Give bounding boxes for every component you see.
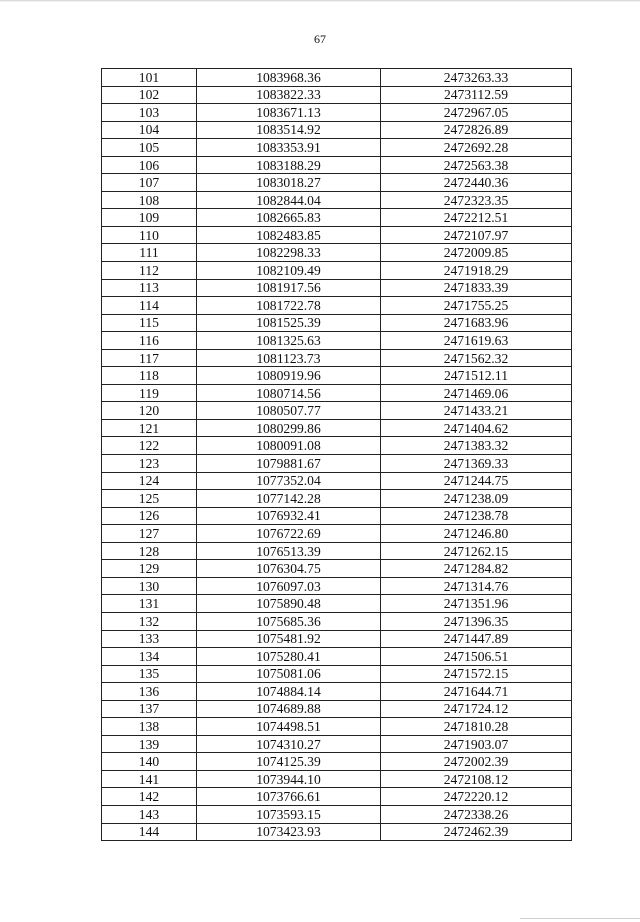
table-row xyxy=(102,507,572,525)
point-number-cell: 121 xyxy=(102,419,197,437)
table-row xyxy=(102,735,572,753)
y-coordinate-cell: 2472323.35 xyxy=(381,191,572,209)
point-number-cell: 118 xyxy=(102,367,197,385)
y-coordinate-cell: 2472108.12 xyxy=(381,770,572,788)
y-coordinate-cell: 2471238.09 xyxy=(381,490,572,508)
table-row xyxy=(102,630,572,648)
table-row xyxy=(102,648,572,666)
coordinates-table xyxy=(101,68,572,841)
page-number: 67 xyxy=(314,32,326,46)
x-coordinate-cell: 1075081.06 xyxy=(197,665,381,683)
y-coordinate-cell: 2471619.63 xyxy=(381,332,572,350)
y-coordinate-cell: 2471833.39 xyxy=(381,279,572,297)
table-row xyxy=(102,314,572,332)
y-coordinate-cell: 2471246.80 xyxy=(381,525,572,543)
x-coordinate-cell: 1075481.92 xyxy=(197,630,381,648)
table-row xyxy=(102,455,572,473)
table-row xyxy=(102,384,572,402)
scan-edge-top xyxy=(0,0,640,2)
point-number-cell: 108 xyxy=(102,191,197,209)
point-number-cell: 111 xyxy=(102,244,197,262)
point-number-cell: 128 xyxy=(102,542,197,560)
y-coordinate-cell: 2472563.38 xyxy=(381,156,572,174)
table-row xyxy=(102,191,572,209)
point-number-cell: 125 xyxy=(102,490,197,508)
point-number-cell: 124 xyxy=(102,472,197,490)
x-coordinate-cell: 1081123.73 xyxy=(197,349,381,367)
y-coordinate-cell: 2471369.33 xyxy=(381,455,572,473)
x-coordinate-cell: 1079881.67 xyxy=(197,455,381,473)
point-number-cell: 126 xyxy=(102,507,197,525)
point-number-cell: 104 xyxy=(102,121,197,139)
point-number-cell: 127 xyxy=(102,525,197,543)
x-coordinate-cell: 1080507.77 xyxy=(197,402,381,420)
point-number-cell: 109 xyxy=(102,209,197,227)
x-coordinate-cell: 1076722.69 xyxy=(197,525,381,543)
table-row xyxy=(102,349,572,367)
x-coordinate-cell: 1074689.88 xyxy=(197,700,381,718)
point-number-cell: 101 xyxy=(102,69,197,87)
table-row xyxy=(102,402,572,420)
y-coordinate-cell: 2471262.15 xyxy=(381,542,572,560)
x-coordinate-cell: 1074884.14 xyxy=(197,683,381,701)
table-row xyxy=(102,683,572,701)
y-coordinate-cell: 2472692.28 xyxy=(381,139,572,157)
point-number-cell: 138 xyxy=(102,718,197,736)
y-coordinate-cell: 2471284.82 xyxy=(381,560,572,578)
point-number-cell: 135 xyxy=(102,665,197,683)
table-row xyxy=(102,121,572,139)
y-coordinate-cell: 2471918.29 xyxy=(381,262,572,280)
y-coordinate-cell: 2471238.78 xyxy=(381,507,572,525)
point-number-cell: 123 xyxy=(102,455,197,473)
table-row xyxy=(102,595,572,613)
y-coordinate-cell: 2472462.39 xyxy=(381,823,572,841)
point-number-cell: 103 xyxy=(102,104,197,122)
y-coordinate-cell: 2472440.36 xyxy=(381,174,572,192)
x-coordinate-cell: 1080299.86 xyxy=(197,419,381,437)
x-coordinate-cell: 1081917.56 xyxy=(197,279,381,297)
x-coordinate-cell: 1082665.83 xyxy=(197,209,381,227)
x-coordinate-cell: 1077142.28 xyxy=(197,490,381,508)
x-coordinate-cell: 1083822.33 xyxy=(197,86,381,104)
x-coordinate-cell: 1073766.61 xyxy=(197,788,381,806)
point-number-cell: 114 xyxy=(102,297,197,315)
point-number-cell: 133 xyxy=(102,630,197,648)
y-coordinate-cell: 2471447.89 xyxy=(381,630,572,648)
table-row xyxy=(102,823,572,841)
x-coordinate-cell: 1083188.29 xyxy=(197,156,381,174)
x-coordinate-cell: 1083514.92 xyxy=(197,121,381,139)
table-row xyxy=(102,297,572,315)
point-number-cell: 142 xyxy=(102,788,197,806)
x-coordinate-cell: 1082844.04 xyxy=(197,191,381,209)
point-number-cell: 112 xyxy=(102,262,197,280)
point-number-cell: 137 xyxy=(102,700,197,718)
x-coordinate-cell: 1073423.93 xyxy=(197,823,381,841)
table-row xyxy=(102,700,572,718)
y-coordinate-cell: 2472220.12 xyxy=(381,788,572,806)
table-row xyxy=(102,490,572,508)
y-coordinate-cell: 2473112.59 xyxy=(381,86,572,104)
table-row xyxy=(102,753,572,771)
x-coordinate-cell: 1082109.49 xyxy=(197,262,381,280)
x-coordinate-cell: 1083353.91 xyxy=(197,139,381,157)
x-coordinate-cell: 1074125.39 xyxy=(197,753,381,771)
x-coordinate-cell: 1080919.96 xyxy=(197,367,381,385)
y-coordinate-cell: 2473263.33 xyxy=(381,69,572,87)
y-coordinate-cell: 2471351.96 xyxy=(381,595,572,613)
y-coordinate-cell: 2472002.39 xyxy=(381,753,572,771)
table-row xyxy=(102,770,572,788)
y-coordinate-cell: 2471314.76 xyxy=(381,577,572,595)
x-coordinate-cell: 1083968.36 xyxy=(197,69,381,87)
x-coordinate-cell: 1082483.85 xyxy=(197,226,381,244)
x-coordinate-cell: 1074310.27 xyxy=(197,735,381,753)
y-coordinate-cell: 2472826.89 xyxy=(381,121,572,139)
table-row xyxy=(102,788,572,806)
point-number-cell: 129 xyxy=(102,560,197,578)
table-row xyxy=(102,367,572,385)
point-number-cell: 130 xyxy=(102,577,197,595)
table-row xyxy=(102,332,572,350)
x-coordinate-cell: 1075890.48 xyxy=(197,595,381,613)
y-coordinate-cell: 2471562.32 xyxy=(381,349,572,367)
x-coordinate-cell: 1076932.41 xyxy=(197,507,381,525)
table-row xyxy=(102,542,572,560)
table-row xyxy=(102,612,572,630)
x-coordinate-cell: 1083671.13 xyxy=(197,104,381,122)
table-row xyxy=(102,577,572,595)
x-coordinate-cell: 1075280.41 xyxy=(197,648,381,666)
table-row xyxy=(102,419,572,437)
y-coordinate-cell: 2471683.96 xyxy=(381,314,572,332)
x-coordinate-cell: 1075685.36 xyxy=(197,612,381,630)
y-coordinate-cell: 2472338.26 xyxy=(381,805,572,823)
y-coordinate-cell: 2471755.25 xyxy=(381,297,572,315)
y-coordinate-cell: 2471244.75 xyxy=(381,472,572,490)
point-number-cell: 113 xyxy=(102,279,197,297)
point-number-cell: 106 xyxy=(102,156,197,174)
y-coordinate-cell: 2472009.85 xyxy=(381,244,572,262)
point-number-cell: 119 xyxy=(102,384,197,402)
table-row xyxy=(102,665,572,683)
y-coordinate-cell: 2471396.35 xyxy=(381,612,572,630)
point-number-cell: 140 xyxy=(102,753,197,771)
point-number-cell: 122 xyxy=(102,437,197,455)
y-coordinate-cell: 2471724.12 xyxy=(381,700,572,718)
table-row xyxy=(102,718,572,736)
table-row xyxy=(102,139,572,157)
table-row xyxy=(102,437,572,455)
table-row xyxy=(102,86,572,104)
x-coordinate-cell: 1080091.08 xyxy=(197,437,381,455)
point-number-cell: 105 xyxy=(102,139,197,157)
y-coordinate-cell: 2471903.07 xyxy=(381,735,572,753)
table-row xyxy=(102,226,572,244)
x-coordinate-cell: 1081325.63 xyxy=(197,332,381,350)
coordinates-table-body xyxy=(102,69,572,841)
table-row xyxy=(102,244,572,262)
point-number-cell: 144 xyxy=(102,823,197,841)
y-coordinate-cell: 2471469.06 xyxy=(381,384,572,402)
point-number-cell: 139 xyxy=(102,735,197,753)
point-number-cell: 141 xyxy=(102,770,197,788)
x-coordinate-cell: 1076513.39 xyxy=(197,542,381,560)
x-coordinate-cell: 1077352.04 xyxy=(197,472,381,490)
y-coordinate-cell: 2471383.32 xyxy=(381,437,572,455)
table-row xyxy=(102,525,572,543)
x-coordinate-cell: 1081722.78 xyxy=(197,297,381,315)
y-coordinate-cell: 2472107.97 xyxy=(381,226,572,244)
scan-edge-bottom xyxy=(520,918,640,919)
point-number-cell: 120 xyxy=(102,402,197,420)
point-number-cell: 143 xyxy=(102,805,197,823)
y-coordinate-cell: 2472212.51 xyxy=(381,209,572,227)
x-coordinate-cell: 1076097.03 xyxy=(197,577,381,595)
x-coordinate-cell: 1076304.75 xyxy=(197,560,381,578)
table-row xyxy=(102,560,572,578)
point-number-cell: 134 xyxy=(102,648,197,666)
point-number-cell: 132 xyxy=(102,612,197,630)
table-row xyxy=(102,104,572,122)
x-coordinate-cell: 1073593.15 xyxy=(197,805,381,823)
x-coordinate-cell: 1074498.51 xyxy=(197,718,381,736)
y-coordinate-cell: 2471506.51 xyxy=(381,648,572,666)
point-number-cell: 107 xyxy=(102,174,197,192)
point-number-cell: 117 xyxy=(102,349,197,367)
point-number-cell: 131 xyxy=(102,595,197,613)
point-number-cell: 116 xyxy=(102,332,197,350)
table-row xyxy=(102,279,572,297)
table-row xyxy=(102,156,572,174)
table-row xyxy=(102,69,572,87)
table-row xyxy=(102,472,572,490)
x-coordinate-cell: 1080714.56 xyxy=(197,384,381,402)
x-coordinate-cell: 1082298.33 xyxy=(197,244,381,262)
point-number-cell: 110 xyxy=(102,226,197,244)
y-coordinate-cell: 2472967.05 xyxy=(381,104,572,122)
y-coordinate-cell: 2471572.15 xyxy=(381,665,572,683)
table-row xyxy=(102,262,572,280)
y-coordinate-cell: 2471810.28 xyxy=(381,718,572,736)
x-coordinate-cell: 1073944.10 xyxy=(197,770,381,788)
y-coordinate-cell: 2471404.62 xyxy=(381,419,572,437)
y-coordinate-cell: 2471512.11 xyxy=(381,367,572,385)
point-number-cell: 102 xyxy=(102,86,197,104)
point-number-cell: 136 xyxy=(102,683,197,701)
y-coordinate-cell: 2471433.21 xyxy=(381,402,572,420)
table-row xyxy=(102,805,572,823)
table-row xyxy=(102,174,572,192)
y-coordinate-cell: 2471644.71 xyxy=(381,683,572,701)
table-row xyxy=(102,209,572,227)
point-number-cell: 115 xyxy=(102,314,197,332)
x-coordinate-cell: 1083018.27 xyxy=(197,174,381,192)
x-coordinate-cell: 1081525.39 xyxy=(197,314,381,332)
